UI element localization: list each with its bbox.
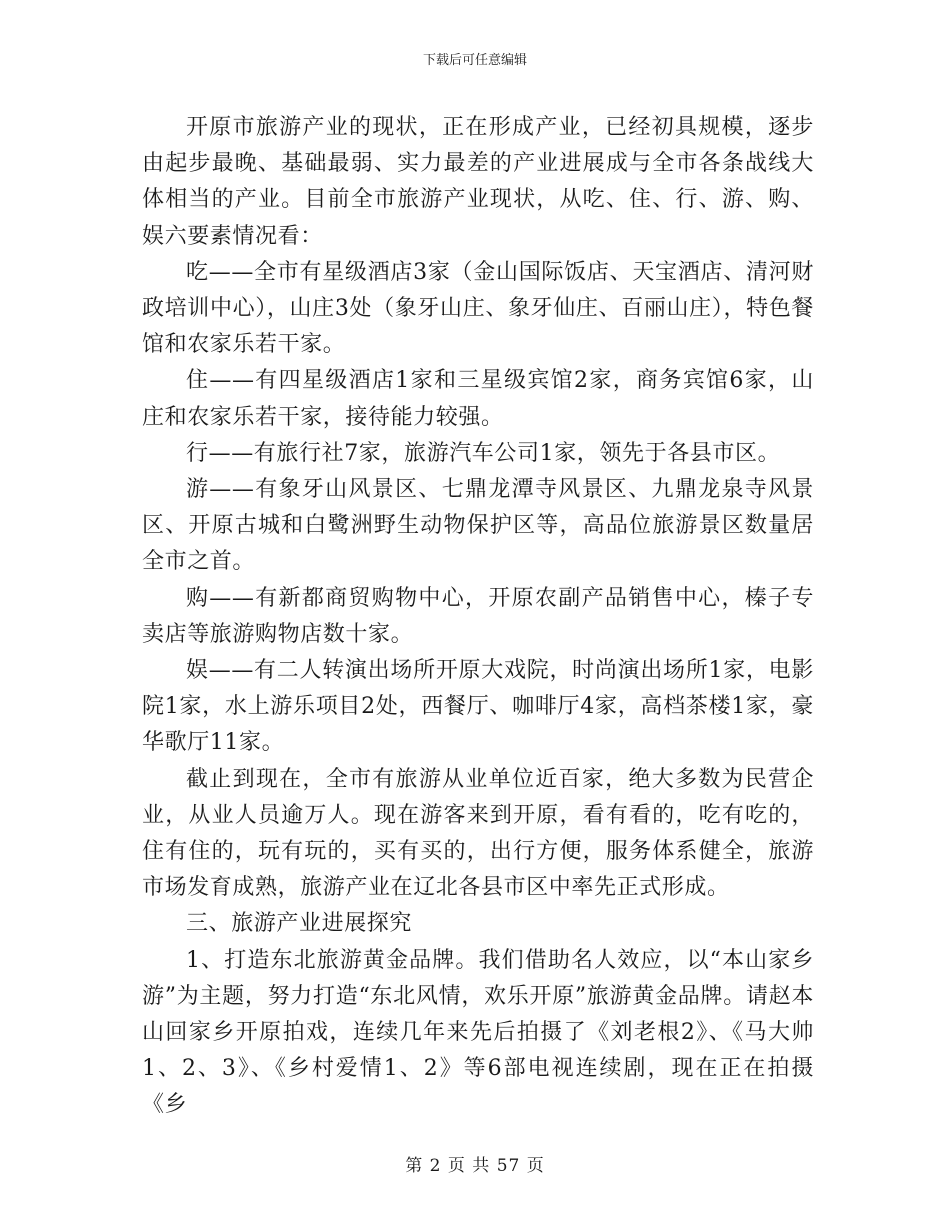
document-body [142,110,814,1124]
paragraph-transport: 行——有旅行社7家，旅游汽车公司1家，领先于各县市区。 [186,440,781,466]
paragraph-sightseeing: 游——有象牙山风景区、七鼎龙潭寺风景区、九鼎龙泉寺风景区、开原古城和白鹭洲野生动物保护区等，高品位旅游景区数量居全市之首。 [142,477,814,575]
page-footer: 第 2 页 共 57 页 [405,1156,545,1176]
paragraph-shopping: 购——有新都商贸购物中心，开原农副产品销售中心，榛子专卖店等旅游购物店数十家。 [142,585,814,647]
paragraph-entertainment: 娱——有二人转演出场所开原大戏院，时尚演出场所1家，电影院1家，水上游乐项目2处，西餐厅、咖啡厅4家，高档茶楼1家，豪华歌厅11家。 [142,658,814,756]
paragraph-dining: 吃——全市有星级酒店3家（金山国际饭店、天宝酒店、清河财政培训中心），山庄3处（象牙山庄、象牙仙庄、百丽山庄），特色餐馆和农家乐若干家。 [142,259,814,358]
paragraph-summary: 截止到现在，全市有旅游从业单位近百家，绝大多数为民营企业，从业人员逾万人。现在游客来到开原，看有看的，吃有吃的，住有住的，玩有玩的，买有买的，出行方便，服务体系健全，旅游市场发育成熟，旅游产业在辽北各县市区中率先正式形成。 [142,766,814,901]
paragraph-lodging: 住——有四星级酒店1家和三星级宾馆2家，商务宾馆6家，山庄和农家乐若干家，接待能力较强。 [142,368,814,430]
section-heading: 三、旅游产业进展探究 [186,911,413,937]
paragraph-overview: 开原市旅游产业的现状，正在形成产业，已经初具规模，逐步由起步最晚、基础最弱、实力最差的产业进展成与全市各条战线大体相当的产业。目前全市旅游产业现状，从吃、住、行、游、购、娱六要素情况看： [142,115,814,249]
page-header: 下载后可任意编辑 [422,53,527,68]
paragraph-brand: 1、打造东北旅游黄金品牌。我们借助名人效应，以“本山家乡游”为主题，努力打造“东北风情，欢乐开原”旅游黄金品牌。请赵本山回家乡开原拍戏，连续几年来先后拍摄了《刘老根2》、《马大帅1、2、3》、《乡村爱情1、2》等6部电视连续剧，现在正在拍摄《乡 [142,947,814,1118]
